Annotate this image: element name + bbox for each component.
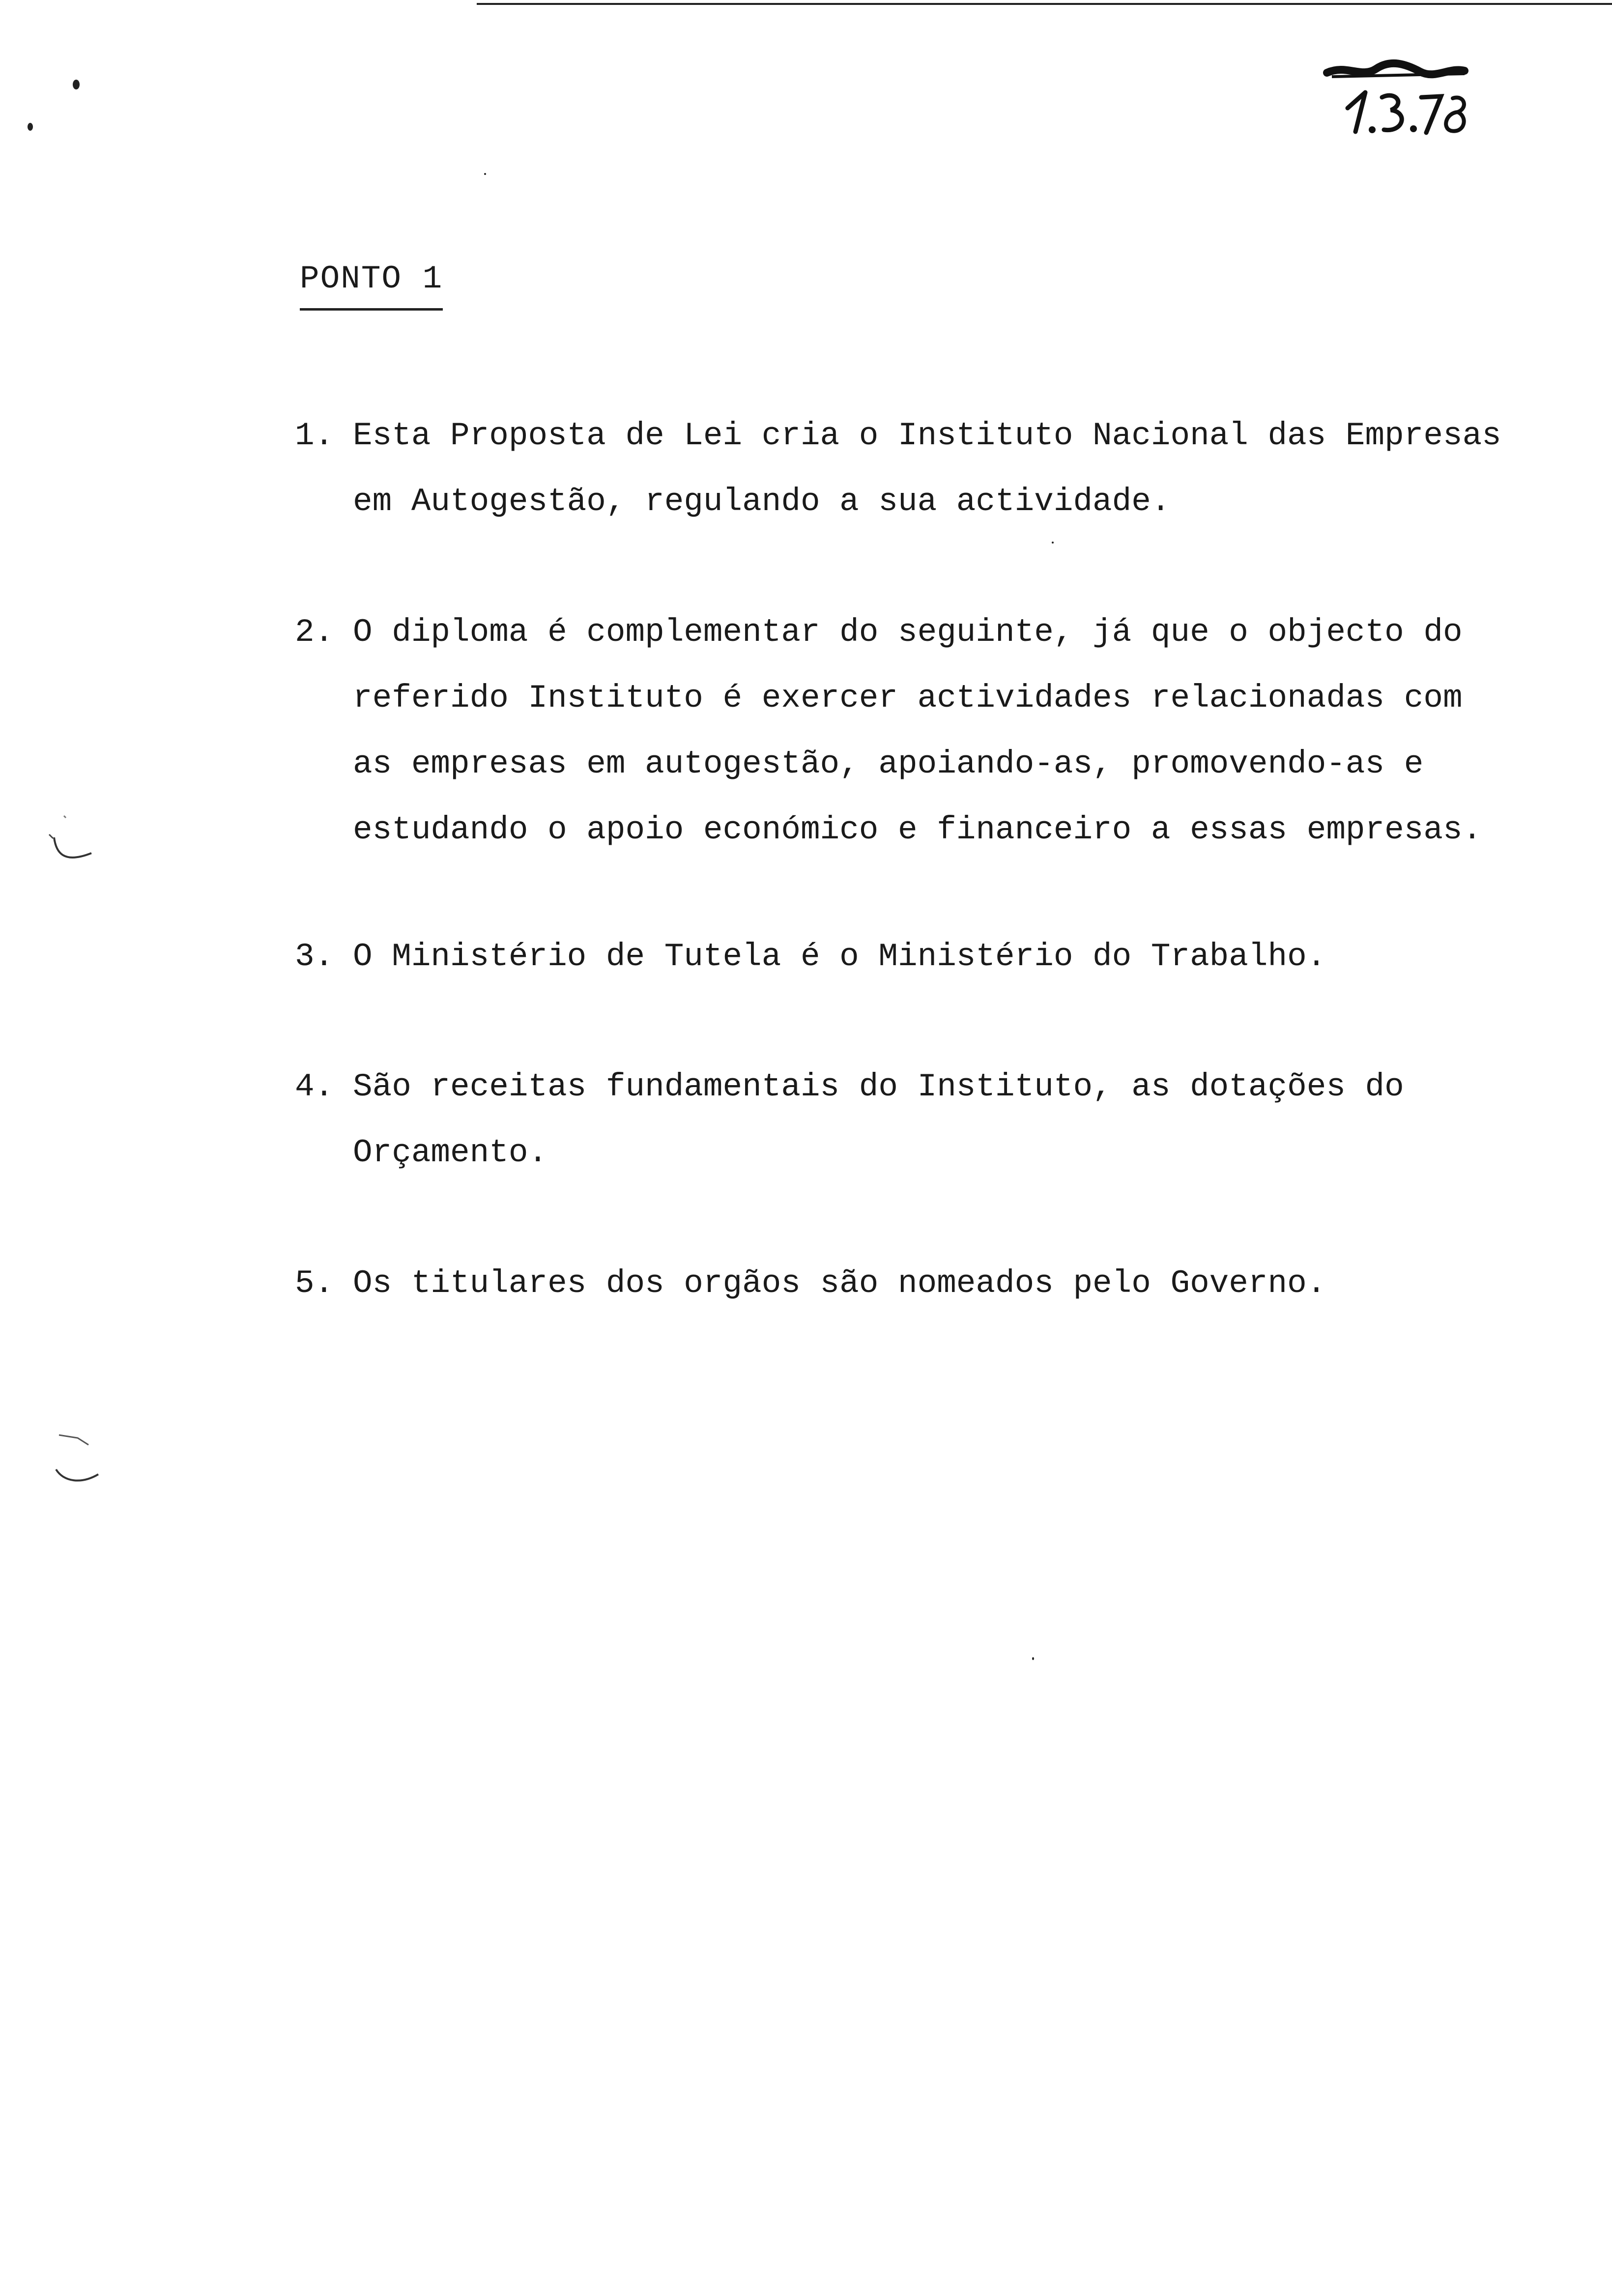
margin-speck: [484, 173, 486, 175]
item-text-line: Esta Proposta de Lei cria o Instituto Nacional das Empresas: [353, 417, 1501, 454]
item-text-line: Orçamento.: [353, 1134, 548, 1171]
item-text-line: São receitas fundamentais do Instituto, as dotações do: [353, 1068, 1404, 1105]
binder-hole-mark-icon: [44, 806, 98, 875]
list-item-1: [295, 403, 1501, 535]
list-item-2: [295, 600, 1482, 863]
item-number: 5.: [295, 1265, 334, 1302]
list-item-4: [295, 1054, 1404, 1186]
section-heading: PONTO 1: [300, 260, 443, 311]
list-item-3: [295, 924, 1326, 990]
item-text-line: em Autogestão, regulando a sua actividade.: [353, 483, 1171, 520]
item-number: 1.: [295, 417, 334, 454]
item-text-line: Os titulares dos orgãos são nomeados pelo Governo.: [353, 1265, 1326, 1302]
item-number: 4.: [295, 1068, 334, 1105]
margin-speck: [73, 80, 80, 89]
margin-speck: [1052, 542, 1054, 544]
margin-speck: [1032, 1657, 1034, 1660]
item-number: 3.: [295, 938, 334, 975]
item-text-line: as empresas em autogestão, apoiando-as, promovendo-as e: [353, 746, 1424, 782]
item-text-line: O Ministério de Tutela é o Ministério do Trabalho.: [353, 938, 1326, 975]
item-number: 2.: [295, 614, 334, 651]
top-edge-rule: [477, 0, 1612, 5]
list-item-5: [295, 1251, 1326, 1317]
handwritten-date-annotation: [1317, 49, 1484, 147]
binder-hole-mark-icon: [47, 1425, 106, 1489]
item-text-line: estudando o apoio económico e financeiro a essas empresas.: [353, 811, 1482, 848]
item-text-line: referido Instituto é exercer actividades relacionadas com: [353, 680, 1463, 717]
margin-speck: [28, 123, 33, 131]
handwritten-date-text: [1484, 49, 1485, 50]
handwritten-scribble-icon: [1317, 49, 1484, 147]
item-text-line: O diploma é complementar do seguinte, já que o objecto do: [353, 614, 1463, 651]
